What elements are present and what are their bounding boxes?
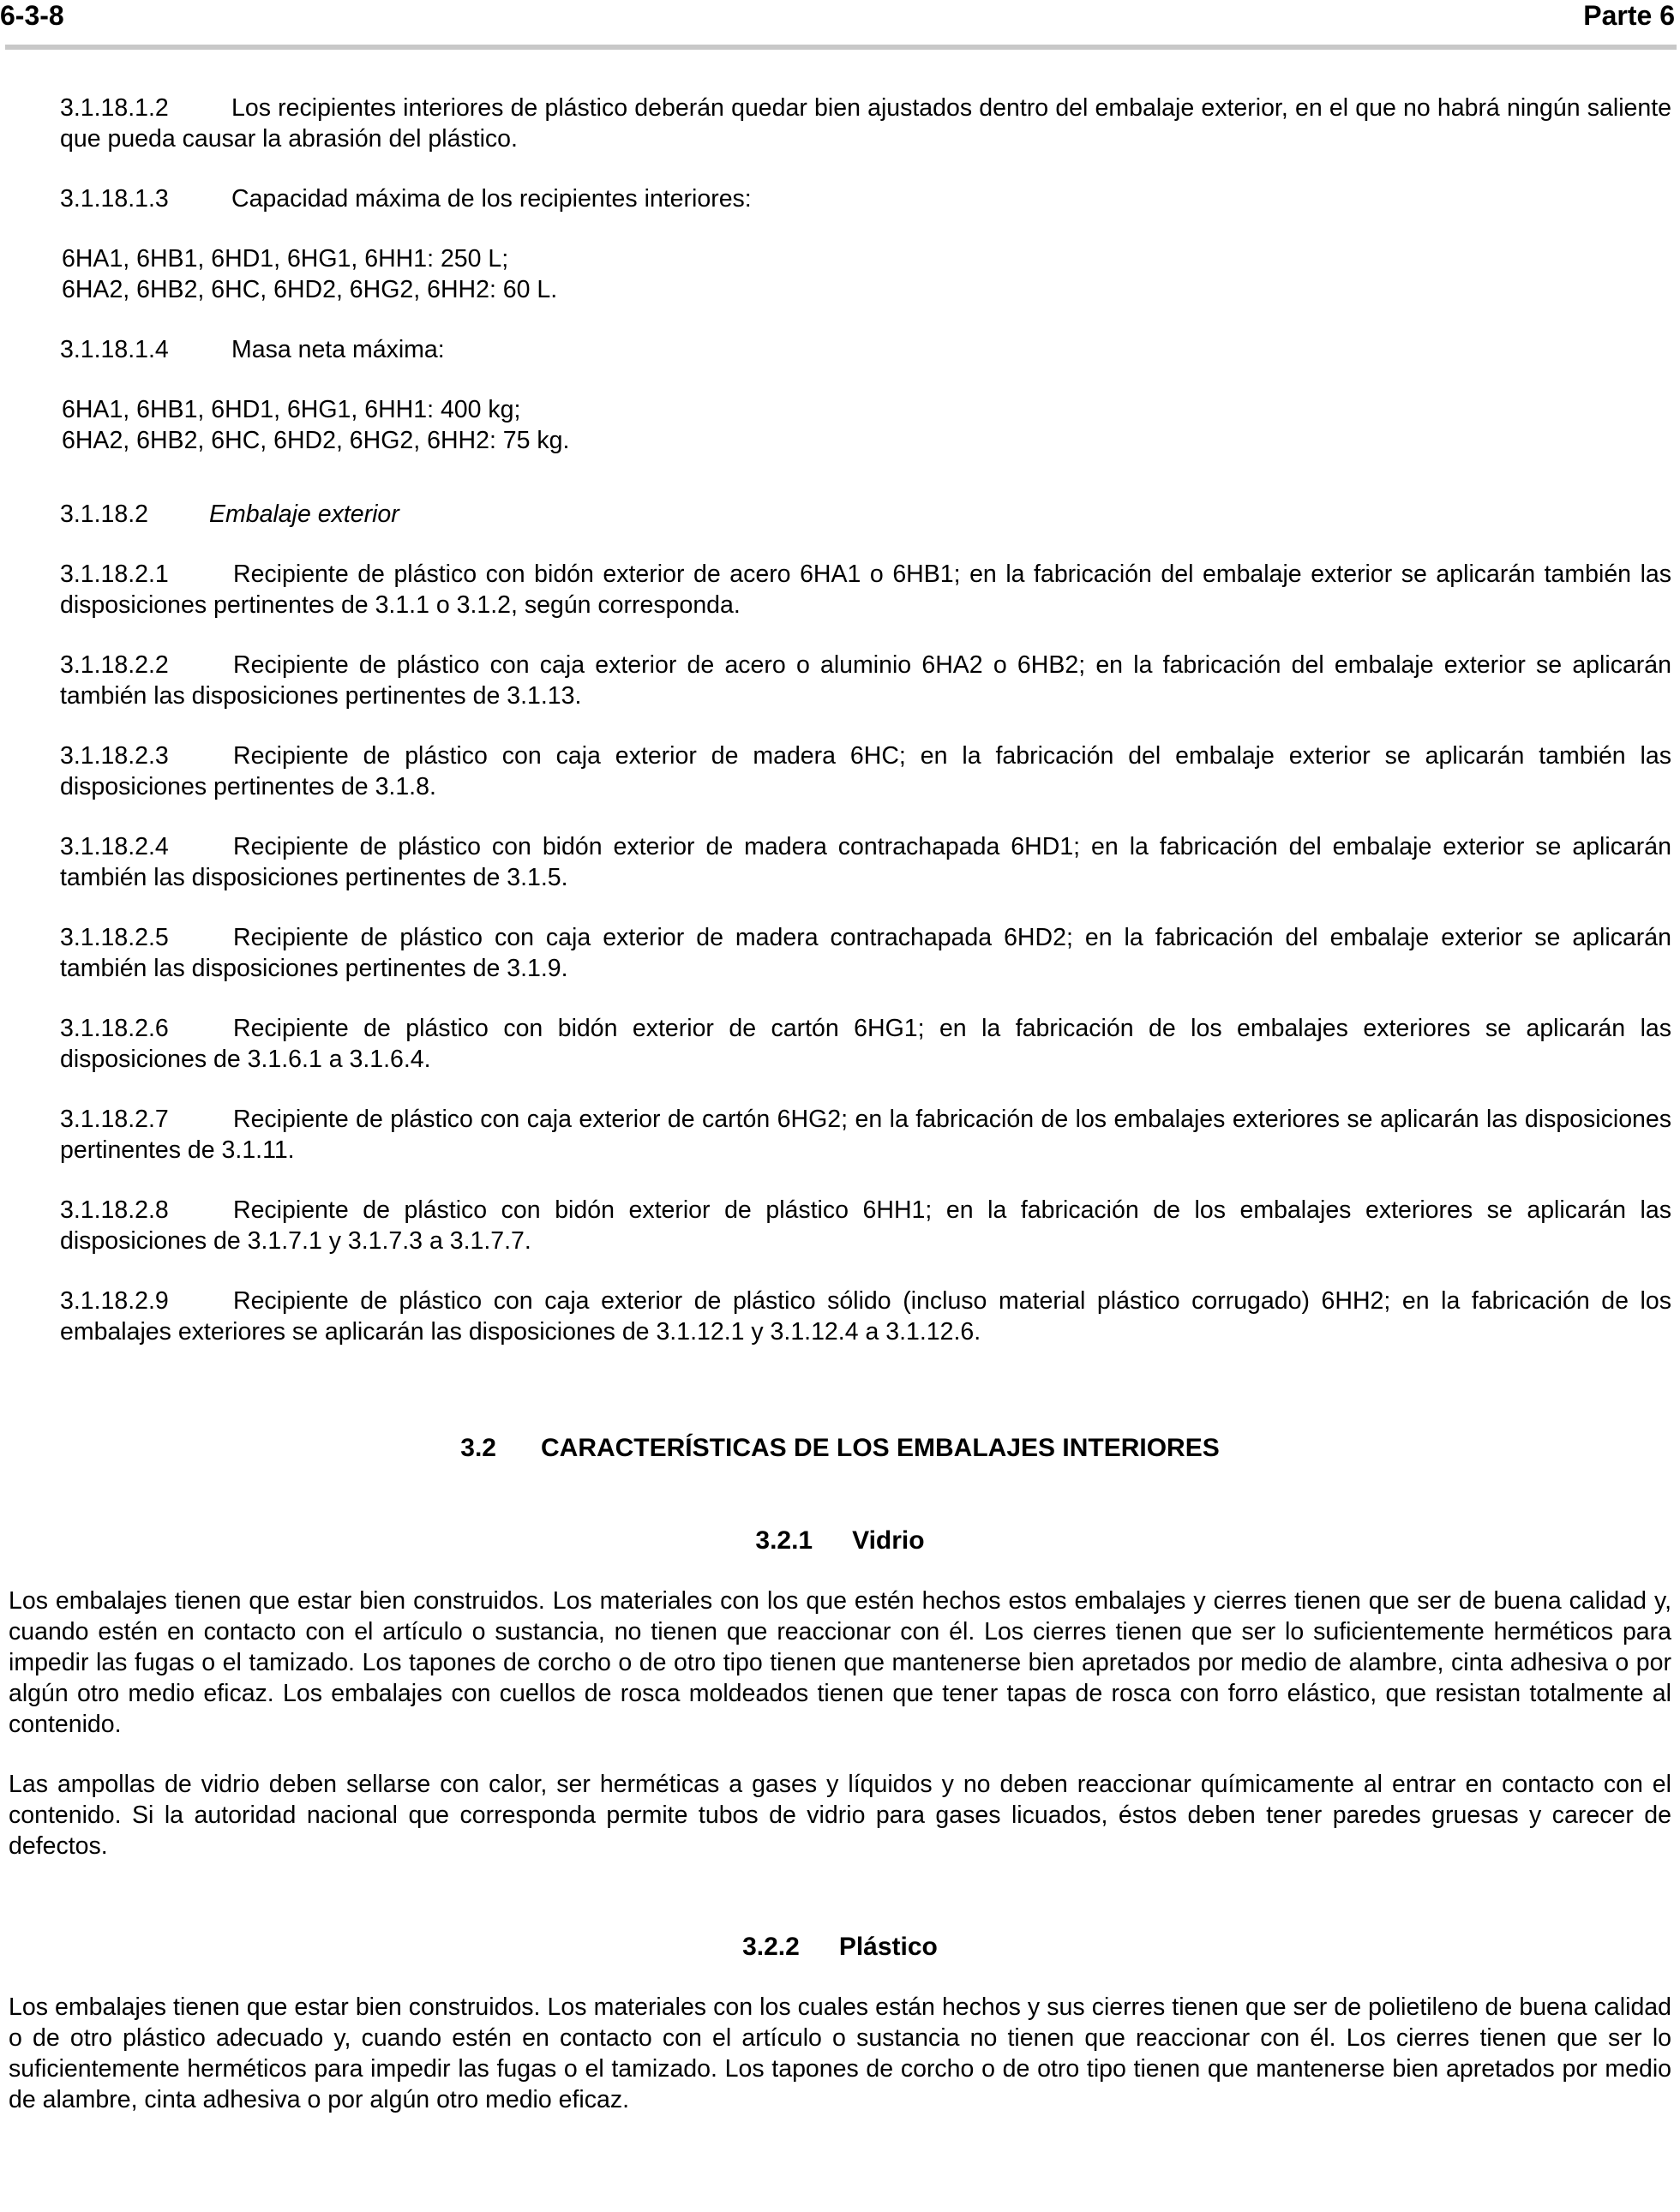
- clause-text: Recipiente de plástico con bidón exterior de plástico 6HH1; en la fabricación de los embalajes exteriores se aplicarán las disposiciones de 3.1.7.1 y 3.1.7.3 a 3.1.7.7.: [60, 1196, 1671, 1255]
- subsection-number: 3.2.1: [755, 1526, 813, 1555]
- list-line: 6HA2, 6HB2, 6HC, 6HD2, 6HG2, 6HH2: 75 kg.: [62, 427, 570, 454]
- clause-text: Recipiente de plástico con caja exterior de madera 6HC; en la fabricación del embalaje exterior se aplicarán también las disposiciones pertinentes de 3.1.8.: [60, 742, 1671, 800]
- clause-number: 3.1.18.2.3: [60, 742, 169, 770]
- clause-number: 3.1.18.2.5: [60, 924, 169, 951]
- clause-number: 3.1.18.2.9: [60, 1287, 169, 1315]
- page-reference: 6-3-8: [0, 0, 64, 31]
- paragraph-3-1-18-1-3: [9, 183, 1671, 214]
- clause-text: Recipiente de plástico con bidón exterior de madera contrachapada 6HD1; en la fabricación del embalaje exterior se aplicarán también las disposiciones pertinentes de 3.1.5.: [60, 833, 1671, 891]
- clause-text: Recipiente de plástico con caja exterior de plástico sólido (incluso material plástico corrugado) 6HH2; en la fabricación de los embalajes exteriores se aplicarán las disposiciones de 3.1.12.1 y 3.1.12.4 a 3.1.12.6.: [60, 1287, 1671, 1346]
- paragraph-3-1-18-2-3: [9, 740, 1671, 802]
- paragraph-3-1-18-1-4: [9, 334, 1671, 365]
- clause-number: 3.1.18.1.4: [60, 336, 169, 363]
- subsection-title: Vidrio: [852, 1526, 925, 1555]
- clause-text: Recipiente de plástico con caja exterior de cartón 6HG2; en la fabricación de los embalajes exteriores se aplicarán las disposiciones pertinentes de 3.1.11.: [60, 1106, 1671, 1164]
- plastic-paragraph-1: Los embalajes tienen que estar bien construidos. Los materiales con los cuales están hechos y sus cierres tienen que ser de polietileno de buena calidad o de otro plástico adecuado y, cuando estén en contacto con el artículo o sustancia no tienen que reaccionar con él. Los cierres tienen que ser lo suficientemente herméticos para impedir las fugas o el tamizado. Los tapones de corcho o de otro tipo tienen que mantenerse bien apretados por medio de alambre, cinta adhesiva o por algún otro medio eficaz.: [9, 1993, 1671, 2113]
- paragraph-3-1-18-2-7: [9, 1104, 1671, 1166]
- clause-number: 3.1.18.2.1: [60, 560, 169, 588]
- subsection-heading-3-2-2: [9, 1932, 1671, 1963]
- paragraph-3-1-18-2-2: [9, 650, 1671, 711]
- clause-text: Recipiente de plástico con bidón exterior de acero 6HA1 o 6HB1; en la fabricación del embalaje exterior se aplicarán también las disposiciones pertinentes de 3.1.1 o 3.1.2, según corresponda.: [60, 560, 1671, 619]
- section-heading-3-2: [9, 1433, 1671, 1464]
- paragraph-3-1-18-2-4: [9, 831, 1671, 893]
- part-label: Parte 6: [1583, 0, 1675, 31]
- clause-text: Recipiente de plástico con bidón exterior de cartón 6HG1; en la fabricación de los embalajes exteriores se aplicarán las disposiciones de 3.1.6.1 a 3.1.6.4.: [60, 1015, 1671, 1073]
- capacity-list: [9, 243, 1671, 305]
- paragraph-3-1-18-2-5: [9, 922, 1671, 984]
- clause-number: 3.1.18.2.7: [60, 1106, 169, 1133]
- clause-number: 3.1.18.2.6: [60, 1015, 169, 1042]
- clause-number: 3.1.18.2.4: [60, 833, 169, 860]
- clause-text: Masa neta máxima:: [231, 336, 445, 363]
- subsection-number: 3.2.2: [742, 1933, 800, 1961]
- clause-text: Capacidad máxima de los recipientes interiores:: [231, 185, 752, 213]
- clause-text: Recipiente de plástico con caja exterior de madera contrachapada 6HD2; en la fabricación del embalaje exterior se aplicarán también las disposiciones pertinentes de 3.1.9.: [60, 924, 1671, 982]
- list-line: 6HA2, 6HB2, 6HC, 6HD2, 6HG2, 6HH2: 60 L.: [62, 276, 558, 303]
- clause-text: Recipiente de plástico con caja exterior de acero o aluminio 6HA2 o 6HB2; en la fabricación del embalaje exterior se aplicarán también las disposiciones pertinentes de 3.1.13.: [60, 651, 1671, 710]
- list-line: 6HA1, 6HB1, 6HD1, 6HG1, 6HH1: 400 kg;: [62, 396, 521, 423]
- clause-number: 3.1.18.2: [60, 501, 149, 528]
- list-line: 6HA1, 6HB1, 6HD1, 6HG1, 6HH1: 250 L;: [62, 245, 509, 273]
- clause-number: 3.1.18.2.2: [60, 651, 169, 679]
- section-number: 3.2: [460, 1434, 496, 1462]
- heading-3-1-18-2: [9, 499, 1671, 530]
- clause-number: 3.1.18.1.3: [60, 185, 169, 213]
- paragraph-3-1-18-2-1: [9, 559, 1671, 620]
- subsection-title: Plástico: [838, 1933, 938, 1961]
- page-header: [0, 0, 1680, 36]
- clause-number: 3.1.18.1.2: [60, 94, 169, 122]
- heading-text: Embalaje exterior: [209, 501, 399, 528]
- paragraph-3-1-18-1-2: [9, 93, 1671, 154]
- clause-number: 3.1.18.2.8: [60, 1196, 169, 1224]
- clause-text: Los recipientes interiores de plástico deberán quedar bien ajustados dentro del embalaje exterior, en el que no habrá ningún saliente que pueda causar la abrasión del plástico.: [60, 94, 1671, 153]
- glass-paragraph-1: Los embalajes tienen que estar bien construidos. Los materiales con los que estén hechos estos embalajes y cierres tienen que ser de buena calidad y, cuando estén en contacto con el artículo o sustancia, no tienen que reaccionar con él. Los cierres tienen que ser lo suficientemente herméticos para impedir las fugas o el tamizado. Los tapones de corcho o de otro tipo tienen que mantenerse bien apretados por medio de alambre, cinta adhesiva o por algún otro medio eficaz. Los embalajes con cuellos de rosca moldeados tienen que tener tapas de rosca con forro elástico, que resistan totalmente al contenido.: [9, 1587, 1671, 1738]
- document-body: [9, 93, 1671, 2115]
- mass-list: [9, 394, 1671, 456]
- section-title: CARACTERÍSTICAS DE LOS EMBALAJES INTERIORES: [540, 1434, 1220, 1462]
- paragraph-3-1-18-2-9: [9, 1286, 1671, 1347]
- subsection-heading-3-2-1: [9, 1526, 1671, 1556]
- header-divider: [5, 45, 1677, 50]
- glass-paragraph-2: Las ampollas de vidrio deben sellarse con calor, ser herméticas a gases y líquidos y no deben reaccionar químicamente al entrar en contacto con el contenido. Si la autoridad nacional que corresponda permite tubos de vidrio para gases licuados, éstos deben tener paredes gruesas y carecer de defectos.: [9, 1771, 1671, 1860]
- paragraph-3-1-18-2-8: [9, 1195, 1671, 1256]
- paragraph-3-1-18-2-6: [9, 1013, 1671, 1075]
